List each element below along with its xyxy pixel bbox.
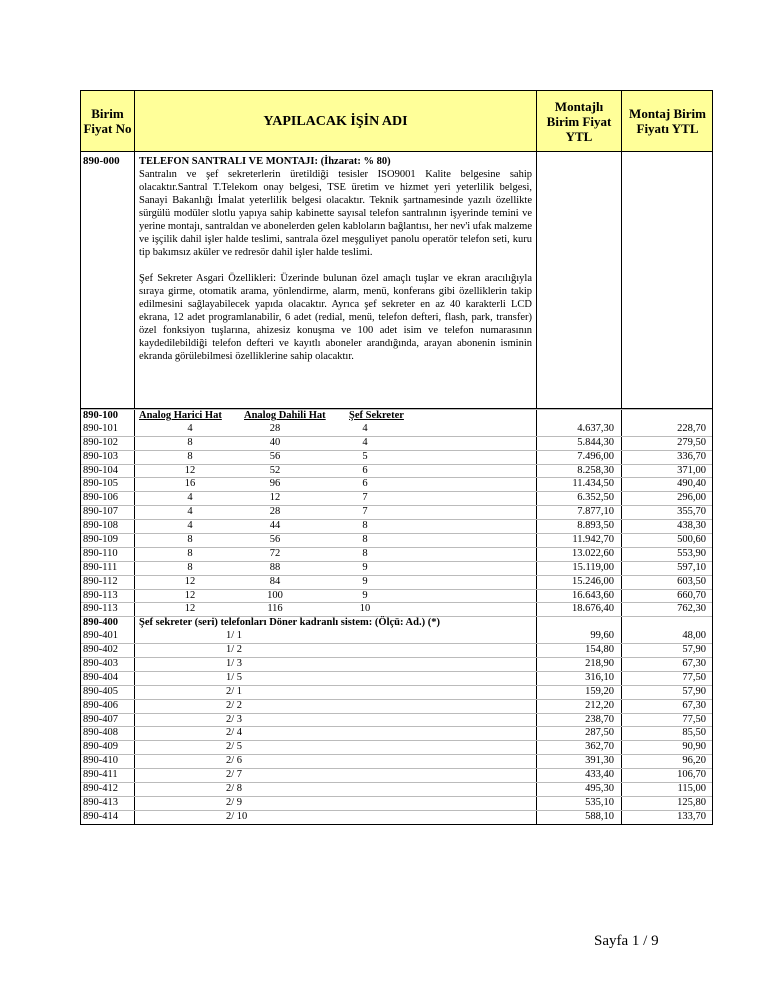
installed-price: 18.676,40 bbox=[572, 603, 614, 615]
installation-price: 371,00 bbox=[677, 464, 706, 476]
col-label-chief-secretary: Şef Sekreter bbox=[349, 410, 404, 421]
installation-price: 106,70 bbox=[677, 769, 706, 781]
item-code: 890-412 bbox=[83, 783, 118, 795]
series-spec: 2/ 5 bbox=[226, 741, 243, 753]
item-code: 890-107 bbox=[83, 506, 118, 518]
analog-external-count: 12 bbox=[184, 603, 196, 615]
analog-internal-count: 56 bbox=[269, 534, 281, 546]
chief-secretary-count: 6 bbox=[362, 464, 368, 476]
installed-price: 495,30 bbox=[585, 783, 614, 795]
header-installation-unit-price: Montaj Birim Fiyatı YTL bbox=[629, 106, 706, 136]
analog-internal-count: 88 bbox=[269, 561, 281, 573]
item-code: 890-401 bbox=[83, 630, 118, 642]
table-row bbox=[81, 491, 712, 505]
analog-external-count: 4 bbox=[187, 422, 193, 434]
series-spec: 1/ 2 bbox=[226, 644, 243, 656]
analog-internal-count: 96 bbox=[269, 478, 281, 490]
installation-price: 48,00 bbox=[682, 630, 706, 642]
item-code: 890-407 bbox=[83, 713, 118, 725]
intro-paragraph-2: Şef Sekreter Asgari Özellikleri: Üzerinde bulunan özel amaçlı tuşlar ve ekran aracılığıyla sıraya girme, otomatik arama, yönlendirme, alarm, menü, konferans gibi özelliklerin takip edilmesini sağlayabilecek yapıda olacaktır. Ayrıca şef sekreter en az 40 karakterli LCD ekrana, 12 adet programlanabilir, 6 adet (redial, menü, telefon defteri, flash, park, transfer) özel fonksiyon tuşlarına, ahizesiz konuşma ve 100 adet isim ve telefon numarasının kaydedilebildiği telefon defteri ve kayıtlı aboneler arandığında, arayan abonenin isminin ekranda görülebilmesi özelliklerine sahip olacaktır. bbox=[139, 273, 532, 362]
installation-price: 336,70 bbox=[677, 450, 706, 462]
analog-internal-count: 28 bbox=[269, 422, 281, 434]
group-code: 890-400 bbox=[83, 617, 118, 629]
installation-price: 597,10 bbox=[677, 561, 706, 573]
installed-price: 154,80 bbox=[585, 644, 614, 656]
table-row bbox=[81, 643, 712, 657]
installed-price: 7.496,00 bbox=[577, 450, 614, 462]
analog-internal-count: 72 bbox=[269, 547, 281, 559]
chief-secretary-count: 4 bbox=[362, 436, 368, 448]
intro-text bbox=[139, 155, 532, 376]
installation-price: 500,60 bbox=[677, 534, 706, 546]
installation-price: 67,30 bbox=[682, 658, 706, 670]
item-code: 890-101 bbox=[83, 422, 118, 434]
installed-price: 5.844,30 bbox=[577, 436, 614, 448]
installed-price: 15.246,00 bbox=[572, 575, 614, 587]
chief-secretary-count: 10 bbox=[359, 603, 371, 615]
table-row bbox=[81, 782, 712, 796]
table-row bbox=[81, 726, 712, 740]
installed-price: 316,10 bbox=[585, 671, 614, 683]
item-code: 890-408 bbox=[83, 727, 118, 739]
installation-price: 90,90 bbox=[682, 741, 706, 753]
table-body bbox=[80, 409, 713, 825]
table-row bbox=[81, 699, 712, 713]
installation-price: 77,50 bbox=[682, 671, 706, 683]
table-row bbox=[81, 630, 712, 643]
installed-price: 6.352,50 bbox=[577, 492, 614, 504]
series-spec: 1/ 1 bbox=[226, 630, 243, 642]
analog-external-count: 4 bbox=[187, 506, 193, 518]
installed-price: 391,30 bbox=[585, 755, 614, 767]
table-row bbox=[81, 547, 712, 561]
series-spec: 2/ 6 bbox=[226, 755, 243, 767]
series-spec: 2/ 2 bbox=[226, 699, 243, 711]
installed-price: 535,10 bbox=[585, 796, 614, 808]
installation-price: 228,70 bbox=[677, 422, 706, 434]
installed-price: 11.434,50 bbox=[572, 478, 614, 490]
chief-secretary-count: 5 bbox=[362, 450, 368, 462]
installation-price: 490,40 bbox=[677, 478, 706, 490]
item-code: 890-109 bbox=[83, 534, 118, 546]
installation-price: 603,50 bbox=[677, 575, 706, 587]
group-header-row bbox=[81, 616, 712, 630]
table-row bbox=[81, 602, 712, 616]
analog-internal-count: 116 bbox=[267, 603, 283, 615]
col-label-analog-external: Analog Harici Hat bbox=[139, 410, 222, 421]
analog-internal-count: 40 bbox=[269, 436, 281, 448]
installed-price: 588,10 bbox=[585, 810, 614, 822]
analog-external-count: 8 bbox=[187, 561, 193, 573]
chief-secretary-count: 8 bbox=[362, 520, 368, 532]
item-code: 890-113 bbox=[83, 589, 118, 601]
item-code: 890-409 bbox=[83, 741, 118, 753]
item-code: 890-102 bbox=[83, 436, 118, 448]
table-row bbox=[81, 754, 712, 768]
analog-internal-count: 56 bbox=[269, 450, 281, 462]
table-row bbox=[81, 657, 712, 671]
item-code: 890-405 bbox=[83, 685, 118, 697]
installed-price: 218,90 bbox=[585, 658, 614, 670]
series-spec: 2/ 8 bbox=[226, 783, 243, 795]
group-title: Şef sekreter (seri) telefonları Döner kadranlı sistem: (Ölçü: Ad.) (*) bbox=[139, 617, 440, 629]
table-row bbox=[81, 561, 712, 575]
installation-price: 96,20 bbox=[682, 755, 706, 767]
installation-price: 77,50 bbox=[682, 713, 706, 725]
chief-secretary-count: 4 bbox=[362, 422, 368, 434]
header-work-name: YAPILACAK İŞİN ADI bbox=[135, 91, 537, 151]
installed-price: 212,20 bbox=[585, 699, 614, 711]
installed-price: 13.022,60 bbox=[572, 547, 614, 559]
table-row bbox=[81, 575, 712, 589]
group-code: 890-100 bbox=[83, 410, 118, 421]
item-code: 890-406 bbox=[83, 699, 118, 711]
analog-internal-count: 44 bbox=[269, 520, 281, 532]
installation-price: 296,00 bbox=[677, 492, 706, 504]
analog-external-count: 4 bbox=[187, 492, 193, 504]
analog-internal-count: 12 bbox=[269, 492, 281, 504]
chief-secretary-count: 9 bbox=[362, 589, 368, 601]
table-row bbox=[81, 713, 712, 727]
chief-secretary-count: 9 bbox=[362, 561, 368, 573]
analog-internal-count: 28 bbox=[269, 506, 281, 518]
table-row bbox=[81, 423, 712, 436]
installed-price: 433,40 bbox=[585, 769, 614, 781]
table-row bbox=[81, 464, 712, 478]
item-code: 890-104 bbox=[83, 464, 118, 476]
series-spec: 2/ 3 bbox=[226, 713, 243, 725]
analog-external-count: 12 bbox=[184, 575, 196, 587]
installation-price: 67,30 bbox=[682, 699, 706, 711]
table-row bbox=[81, 436, 712, 450]
installation-price: 115,00 bbox=[677, 783, 706, 795]
installed-price: 15.119,00 bbox=[572, 561, 614, 573]
analog-internal-count: 52 bbox=[269, 464, 281, 476]
chief-secretary-count: 6 bbox=[362, 478, 368, 490]
item-code: 890-402 bbox=[83, 644, 118, 656]
table-row bbox=[81, 740, 712, 754]
item-code: 890-108 bbox=[83, 520, 118, 532]
table-row bbox=[81, 533, 712, 547]
table-header bbox=[80, 90, 713, 152]
intro-code: 890-000 bbox=[83, 155, 120, 167]
item-code: 890-403 bbox=[83, 658, 118, 670]
table-row bbox=[81, 450, 712, 464]
item-code: 890-113 bbox=[83, 603, 118, 615]
installation-price: 553,90 bbox=[677, 547, 706, 559]
installed-price: 362,70 bbox=[585, 741, 614, 753]
installed-price: 8.258,30 bbox=[577, 464, 614, 476]
header-unit-price-no: Birim Fiyat No bbox=[81, 91, 135, 151]
installed-price: 287,50 bbox=[585, 727, 614, 739]
installation-price: 57,90 bbox=[682, 644, 706, 656]
analog-external-count: 12 bbox=[184, 464, 196, 476]
table-row bbox=[81, 519, 712, 533]
analog-external-count: 8 bbox=[187, 534, 193, 546]
header-installed-unit-price: Montajlı Birim Fiyat YTL bbox=[537, 91, 622, 151]
series-spec: 2/ 1 bbox=[226, 685, 243, 697]
analog-internal-count: 84 bbox=[269, 575, 281, 587]
chief-secretary-count: 8 bbox=[362, 534, 368, 546]
item-code: 890-103 bbox=[83, 450, 118, 462]
installation-price: 133,70 bbox=[677, 810, 706, 822]
intro-title: TELEFON SANTRALI VE MONTAJI: (İhzarat: % 80) bbox=[139, 156, 391, 167]
installation-price: 125,80 bbox=[677, 796, 706, 808]
installation-price: 660,70 bbox=[677, 589, 706, 601]
installed-price: 159,20 bbox=[585, 685, 614, 697]
item-code: 890-105 bbox=[83, 478, 118, 490]
intro-section bbox=[80, 152, 713, 409]
table-row bbox=[81, 685, 712, 699]
installed-price: 99,60 bbox=[590, 630, 614, 642]
chief-secretary-count: 9 bbox=[362, 575, 368, 587]
table-row bbox=[81, 505, 712, 519]
col-label-analog-internal: Analog Dahili Hat bbox=[244, 410, 326, 421]
installed-price: 4.637,30 bbox=[577, 422, 614, 434]
item-code: 890-112 bbox=[83, 575, 118, 587]
price-table bbox=[80, 90, 706, 825]
page-number: Sayfa 1 / 9 bbox=[594, 933, 659, 949]
chief-secretary-count: 7 bbox=[362, 506, 368, 518]
series-spec: 1/ 5 bbox=[226, 671, 243, 683]
installation-price: 762,30 bbox=[677, 603, 706, 615]
series-spec: 2/ 10 bbox=[226, 810, 248, 822]
installed-price: 11.942,70 bbox=[572, 534, 614, 546]
analog-external-count: 8 bbox=[187, 547, 193, 559]
analog-external-count: 16 bbox=[184, 478, 196, 490]
item-code: 890-404 bbox=[83, 671, 118, 683]
analog-external-count: 4 bbox=[187, 520, 193, 532]
installed-price: 16.643,60 bbox=[572, 589, 614, 601]
installed-price: 238,70 bbox=[585, 713, 614, 725]
table-row bbox=[81, 796, 712, 810]
table-row bbox=[81, 589, 712, 603]
item-code: 890-111 bbox=[83, 561, 118, 573]
item-code: 890-413 bbox=[83, 796, 118, 808]
series-spec: 2/ 9 bbox=[226, 796, 243, 808]
item-code: 890-411 bbox=[83, 769, 118, 781]
chief-secretary-count: 8 bbox=[362, 547, 368, 559]
item-code: 890-414 bbox=[83, 810, 118, 822]
table-row bbox=[81, 671, 712, 685]
installation-price: 438,30 bbox=[677, 520, 706, 532]
analog-external-count: 8 bbox=[187, 436, 193, 448]
chief-secretary-count: 7 bbox=[362, 492, 368, 504]
installation-price: 85,50 bbox=[682, 727, 706, 739]
series-spec: 1/ 3 bbox=[226, 658, 243, 670]
group-header-row bbox=[81, 409, 712, 423]
table-row bbox=[81, 768, 712, 782]
table-row bbox=[81, 810, 712, 824]
installation-price: 279,50 bbox=[677, 436, 706, 448]
intro-paragraph-1: Santralın ve şef sekreterlerin üretildiği tesisler ISO9001 Kalite belgesine sahip olacaktır.Santral T.Telekom onay belgesi, TSE üretim ve hizmet yeri yeterlilik belgesi, Sanayi Bakanlığı İmalat yeterlilik belgesi olacaktır. Teknik şartnamesinde yazılı özellikte sürgülü modüler slotlu yapıya sahip kabinette sayısal telefon santralının işyerinde temini ve yerine montajı, santraldan ve abonelerden gelen kabloların bağlantısı, her nev'i ufak malzeme ve işçilik dahil işler halde teslimi, santrala özel meşguliyet panolu operatör telefon seti, kuru tip bakımsız aküler ve redresör dahil işler halde teslimi. bbox=[139, 169, 532, 258]
series-spec: 2/ 4 bbox=[226, 727, 243, 739]
series-spec: 2/ 7 bbox=[226, 769, 243, 781]
installation-price: 57,90 bbox=[682, 685, 706, 697]
analog-external-count: 8 bbox=[187, 450, 193, 462]
table-row bbox=[81, 477, 712, 491]
installed-price: 7.877,10 bbox=[577, 506, 614, 518]
analog-external-count: 12 bbox=[184, 589, 196, 601]
item-code: 890-110 bbox=[83, 547, 118, 559]
item-code: 890-410 bbox=[83, 755, 118, 767]
installed-price: 8.893,50 bbox=[577, 520, 614, 532]
analog-internal-count: 100 bbox=[267, 589, 283, 601]
item-code: 890-106 bbox=[83, 492, 118, 504]
installation-price: 355,70 bbox=[677, 506, 706, 518]
